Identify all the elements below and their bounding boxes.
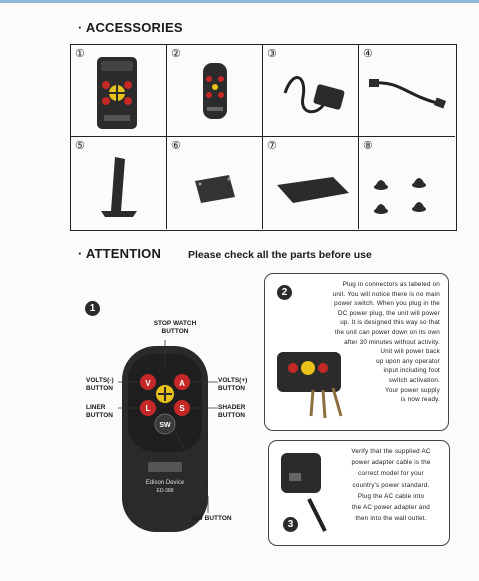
rubber-feet-icon [359, 137, 453, 229]
step-2-line: Plug in connectors as labeled on [342, 281, 440, 288]
remote-brand: Edison Device [145, 480, 185, 486]
attention-heading: · ATTENTION [78, 246, 162, 261]
liner-label: LINER BUTTON [86, 404, 113, 419]
step-3-line: Verify that the supplied AC [351, 448, 431, 455]
step-3-text [337, 446, 445, 524]
attention-subtitle: Please check all the parts before use [188, 249, 372, 261]
step-2-line: up upon any operator [376, 357, 440, 365]
power-supply-unit-icon [71, 45, 165, 135]
sw-label: SW BUTTON [192, 515, 232, 522]
accessory-cell-5 [71, 137, 167, 229]
step-3-badge: 3 [283, 517, 298, 532]
accessories-heading: · ACCESSORIES [78, 20, 183, 35]
step-2-line: after 30 minutes without activity. [344, 338, 440, 346]
accessory-cell-6 [167, 137, 263, 229]
stop-watch-label: STOP WATCH BUTTON [153, 320, 197, 335]
ac-power-adapter-icon [263, 45, 357, 135]
l-mark: L [145, 404, 151, 413]
shader-label: SHADER BUTTON [218, 404, 246, 419]
item-number: ① [75, 48, 85, 60]
item-number: ⑥ [171, 140, 181, 152]
a-mark: A [179, 379, 185, 388]
step-3-line: power adapter cable is the [351, 459, 431, 467]
cover-sheet-icon [263, 137, 357, 229]
step-2-line: input including foot [383, 367, 440, 375]
step-3-line: correct model for your [358, 470, 424, 478]
sw-mark: SW [159, 422, 171, 429]
item-number: ⑦ [267, 140, 277, 152]
power-cable-icon [359, 45, 453, 135]
item-number: ② [171, 48, 181, 60]
volts-plus-label: VOLTS(+) BUTTON [218, 377, 248, 392]
accessory-cell-3 [263, 45, 359, 137]
step-1-badge: 1 [85, 301, 100, 316]
step-2-line: switch activation. [388, 376, 440, 384]
accessory-cell-1 [71, 45, 167, 137]
step-2-line: power switch. When you plug in the [334, 300, 440, 308]
step-3-line: Plug the AC cable into [357, 492, 425, 500]
accessory-cell-8 [359, 137, 455, 229]
remote-model: ED-388 [156, 488, 174, 494]
step-2-line: the unit can power down on its own [334, 328, 440, 336]
accessory-cell-4 [359, 45, 455, 137]
s-mark: S [179, 404, 185, 413]
remote-controller-icon [167, 45, 261, 135]
step-2-line: is now ready. [400, 396, 440, 404]
step-2-line: unit. You will notice there is no main [332, 290, 440, 298]
step-2-text [290, 280, 440, 405]
step-3-line: then into the wall outlet. [355, 515, 427, 523]
step-3-line: the AC power adapter and [352, 504, 430, 512]
remote-diagram [80, 320, 260, 560]
ir-window [148, 462, 182, 472]
item-number: ⑧ [363, 140, 373, 152]
item-number: ③ [267, 48, 277, 60]
step-2-panel [264, 273, 449, 431]
accessories-grid [70, 44, 457, 231]
v-mark: V [145, 379, 151, 388]
step-2-line: DC power plug, the unit will power [338, 309, 440, 317]
accessory-cell-2 [167, 45, 263, 137]
step-2-line: Your power supply [385, 386, 440, 394]
stand-icon [71, 137, 165, 229]
item-number: ⑤ [75, 140, 85, 152]
mounting-plate-icon [167, 137, 261, 229]
step-2-line: Unit will power back [380, 348, 440, 356]
step-3-line: country's power standard. [352, 481, 430, 489]
step-2-badge: 2 [277, 285, 292, 300]
volts-minus-label: VOLTS(-) BUTTON [86, 377, 114, 392]
top-accent-line [0, 0, 479, 3]
item-number: ④ [363, 48, 373, 60]
step-2-line: up. It is designed this way so that [340, 319, 440, 327]
accessory-cell-7 [263, 137, 359, 229]
